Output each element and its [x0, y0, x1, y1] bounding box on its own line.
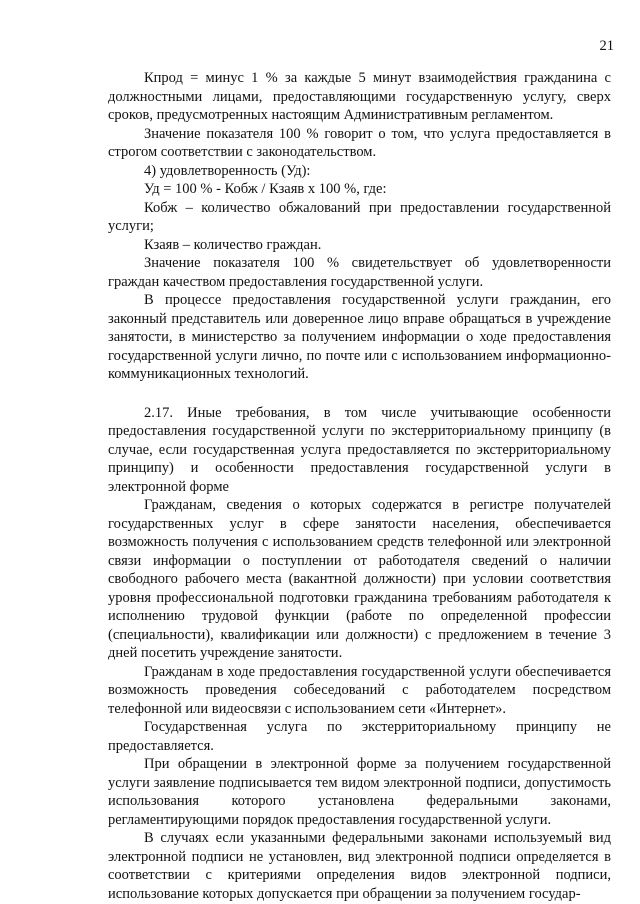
- section-heading-2-17: 2.17. Иные требования, в том числе учитывающие особенности предоставления государственной услуги по экстерриториальному принципу (в случае, если государственная услуга предоставляется по экстерриториальному принципу) и особенности предоставления государственной услуги в электронной форме: [108, 404, 611, 495]
- paragraph-interviews: Гражданам в ходе предоставления государственной услуги обеспечивается возможность проведения собеседований с работодателем посредством телефонной или видеосвязи с использованием сети «Интернет».: [108, 663, 611, 717]
- paragraph-satisfaction-heading: 4) удовлетворенность (Уд):: [144, 162, 311, 179]
- document-body: [108, 69, 611, 903]
- paragraph-extraterritorial: Государственная услуга по экстерриториальному принципу не предоставляется.: [108, 719, 611, 754]
- paragraph-kprod-value: Значение показателя 100 % говорит о том, что услуга предоставляется в строгом соответствии с законодательством.: [108, 125, 611, 160]
- paragraph-electronic-signature: При обращении в электронной форме за получением государственной услуги заявление подписывается тем видом электронной подписи, допустимость использования которого установлена федеральными законами, регламентирующими порядок предоставления государственной услуги.: [108, 756, 611, 828]
- paragraph-ud-value: Значение показателя 100 % свидетельствует об удовлетворенности граждан качеством предоставления государственной услуги.: [108, 255, 611, 290]
- paragraph-kprod-formula: Кпрод = минус 1 % за каждые 5 минут взаимодействия гражданина с должностными лицами, предоставляющими государственную услугу, сверх сроков, предусмотренных настоящим Административным регламентом.: [108, 70, 611, 123]
- paragraph-kzayav-definition: Кзаяв – количество граждан.: [144, 236, 322, 253]
- paragraph-ud-formula: Уд = 100 % - Кобж / Кзаяв x 100 %, где:: [144, 181, 387, 197]
- paragraph-kobzh-definition: Кобж – количество обжалований при предоставлении государственной услуги;: [108, 199, 611, 234]
- paragraph-progress-info: В процессе предоставления государственной услуги гражданин, его законный представитель или доверенное лицо вправе обращаться в учреждение занятости, в министерство за получением информации о ходе предоставления государственной услуги лично, по почте или с использованием информационно-коммуникационных технологий.: [108, 292, 611, 382]
- paragraph-signature-criteria: В случаях если указанными федеральными законами используемый вид электронной подписи не установлен, вид электронной подписи определяется в соответствии с критериями определения видов электронной подписи, использование которых допускается при обращении за получением государ-: [108, 830, 611, 902]
- section-gap: [108, 384, 611, 404]
- paragraph-vacancy-info: Гражданам, сведения о которых содержатся в регистре получателей государственных услуг в сфере занятости населения, обеспечивается возможность получения с использованием средств телефонной или электронной связи информации о поступлении от работодателя сведений о наличии свободного рабочего места (вакантной должности) при условии соответствия уровня профессиональной подготовки гражданина требованиям работодателя к исполнению трудовой функции (работе по определенной профессии (специальности), квалификации или должности) с предложением в течение 3 дней посетить учреждение занятости.: [108, 497, 611, 661]
- page-number: 21: [599, 38, 614, 54]
